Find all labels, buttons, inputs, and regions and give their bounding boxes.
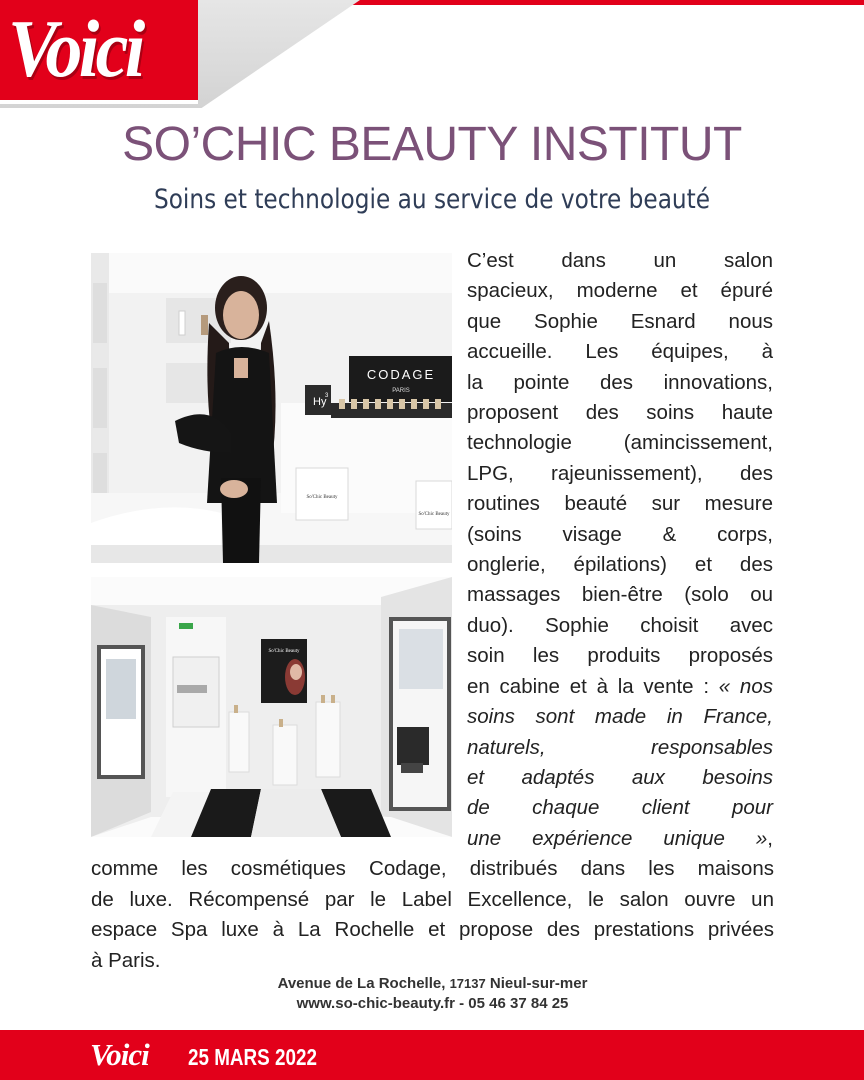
photo-corridor xyxy=(91,577,452,837)
website-phone[interactable]: www.so-chic-beauty.fr - 05 46 37 84 25 xyxy=(296,995,569,1012)
poster-label: So'Chic Beauty xyxy=(268,649,300,654)
bag-label-2: So'Chic Beauty xyxy=(418,512,450,517)
text-line: spacieux, moderne et épuré xyxy=(467,279,773,303)
quote-close: une expérience unique » xyxy=(467,826,768,850)
voici-logo-text: Voici xyxy=(8,3,142,94)
text-plain: en cabine et à la vente : xyxy=(467,674,719,698)
article-column-text xyxy=(467,246,773,854)
text-line: massages bien-être (solo ou xyxy=(467,583,773,607)
text-line: routines beauté sur mesure xyxy=(467,492,773,516)
address-zip: 17137 xyxy=(449,976,486,991)
hy3-badge-text: Hy xyxy=(313,396,327,408)
text-line: soin les produits proposés xyxy=(467,644,773,668)
photo-reception xyxy=(91,253,452,563)
voici-logo[interactable] xyxy=(0,0,198,104)
footer-voici-logo[interactable]: Voici xyxy=(90,1037,149,1072)
text-line: C’est dans un salon xyxy=(467,249,773,272)
quote-line: de chaque client pour xyxy=(467,796,773,820)
text-line: duo). Sophie choisit avec xyxy=(467,613,773,637)
text-line: onglerie, épilations) et des xyxy=(467,553,773,577)
quote-line: soins sont made in France, xyxy=(467,705,773,729)
article-subtitle: Soins et technologie au service de votre beauté xyxy=(153,184,711,215)
text-line: que Sophie Esnard nous xyxy=(467,309,773,333)
text-line: de luxe. Récompensé par le Label Excellence, le salon ouvre un xyxy=(91,887,774,911)
quote-line: et adaptés aux besoins xyxy=(467,765,773,789)
text-line: comme les cosmétiques Codage, distribués dans les maisons xyxy=(91,857,774,880)
text-line: (soins visage & corps, xyxy=(467,522,773,546)
quote-open: « nos xyxy=(718,674,773,698)
codage-display-text: CODAGE xyxy=(366,367,436,382)
text-line: espace Spa luxe à La Rochelle et propose des prestations privées xyxy=(91,918,774,942)
article-full-text xyxy=(91,854,774,976)
address-city: Nieul-sur-mer xyxy=(485,975,588,992)
text-line-mixed xyxy=(467,672,773,702)
codage-display-sub: PARIS xyxy=(392,388,410,394)
text-line: proposent des soins haute xyxy=(467,401,773,425)
issue-date: 25 MARS 2022 xyxy=(188,1044,317,1070)
text-line: à Paris. xyxy=(91,948,161,972)
bag-label-1: So'Chic Beauty xyxy=(306,495,338,500)
text-line: accueille. Les équipes, à xyxy=(467,340,773,364)
address-line xyxy=(91,974,774,994)
address-street: Avenue de La Rochelle, xyxy=(277,975,450,992)
salon-address xyxy=(91,974,774,1014)
text-line: la pointe des innovations, xyxy=(467,370,773,394)
article-title: SO’CHIC BEAUTY INSTITUT xyxy=(122,118,742,171)
hy3-badge-sup: 3 xyxy=(325,393,329,399)
quote-line: naturels, responsables xyxy=(467,735,773,759)
quote-line-last xyxy=(467,824,773,854)
text-line: LPG, rajeunissement), des xyxy=(467,461,773,485)
text-plain: , xyxy=(767,826,773,850)
text-line: technologie (amincissement, xyxy=(467,431,773,455)
